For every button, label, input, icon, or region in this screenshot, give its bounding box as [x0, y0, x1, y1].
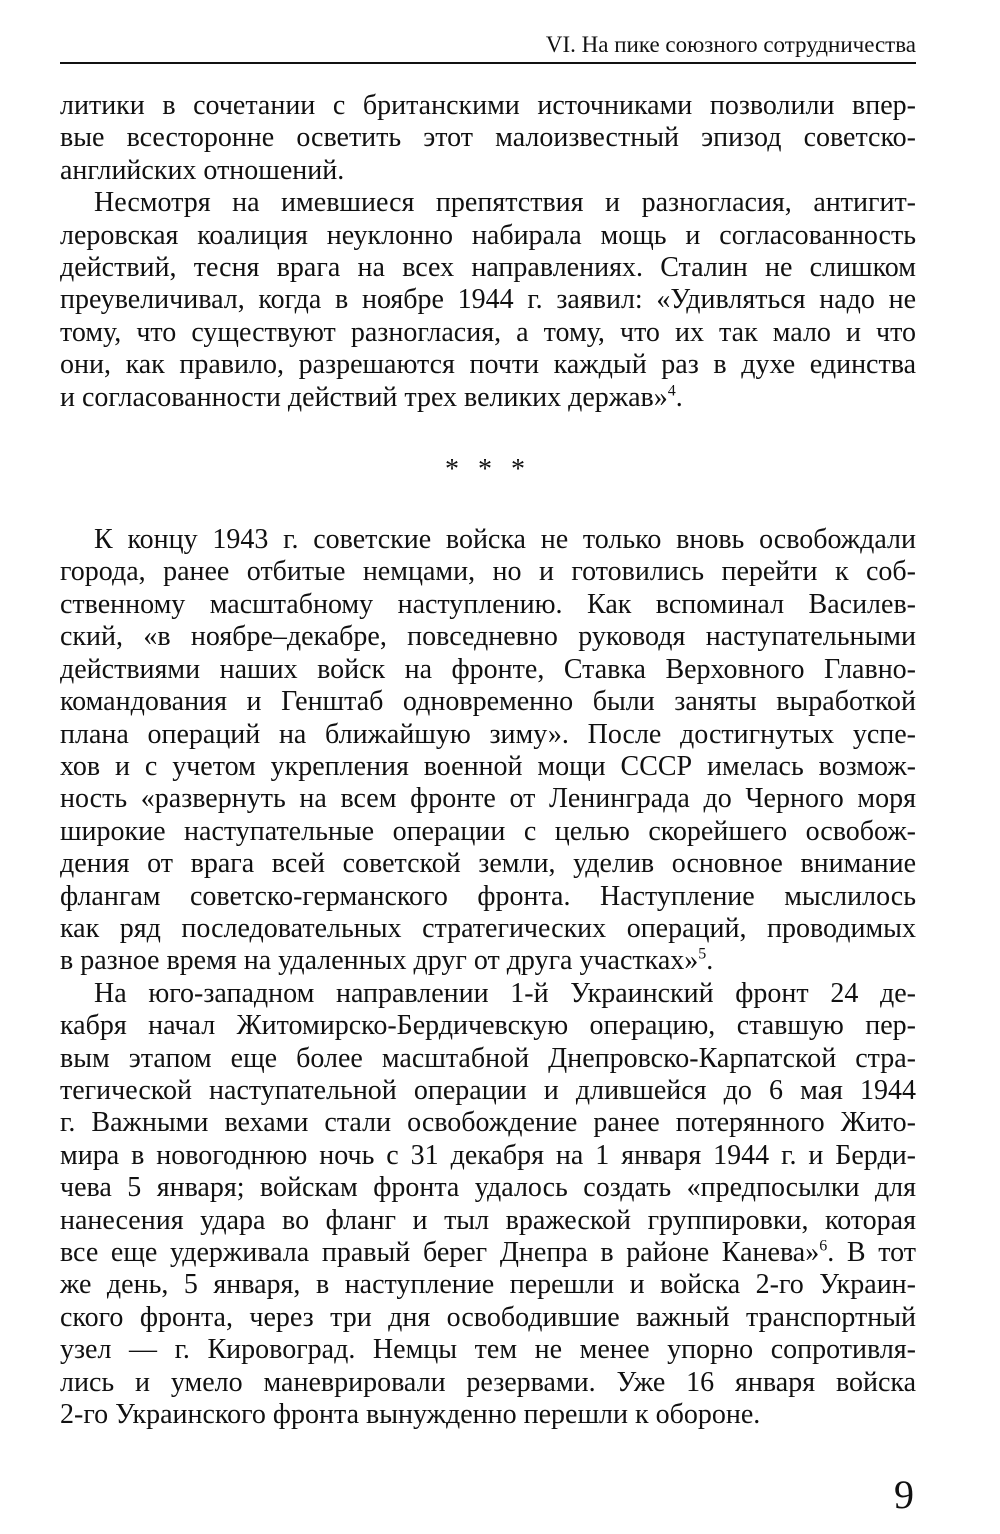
- text-fragment: .: [706, 945, 714, 977]
- text-line: же день, 5 января, в наступление перешли и войска 2-го Украин-: [60, 1269, 916, 1301]
- paragraph-3: [60, 524, 916, 978]
- text-line: действий, тесня врага на всех направлениях. Сталин не слишком: [60, 252, 916, 284]
- running-head: VI. На пике союзного сотрудничества: [60, 30, 916, 64]
- text-line: нанесения удара во фланг и тыл вражеской группировки, которая: [60, 1204, 916, 1236]
- text-line: [60, 1237, 916, 1269]
- text-line: командования и Генштаб одновременно были заняты выработкой: [60, 686, 916, 718]
- text-line: вым этапом еще более масштабной Днепровско-Карпатской стра-: [60, 1042, 916, 1074]
- text-line: узел — г. Кировоград. Немцы тем не менее упорно сопротивля-: [60, 1334, 916, 1366]
- text-line: как ряд последовательных стратегических операций, проводимых: [60, 912, 916, 944]
- text-line: хов и с учетом укрепления военной мощи СССР имелась возмож-: [60, 750, 916, 782]
- text-line: флангам советско-германского фронта. Наступление мыслилось: [60, 880, 916, 912]
- section-separator: * * *: [445, 454, 531, 486]
- text-fragment: и согласованности действий трех великих держав»: [60, 381, 668, 413]
- text-line: вые всесторонне осветить этот малоизвестный эпизод советско-: [60, 122, 916, 154]
- text-line: г. Важными вехами стали освобождение ранее потерянного Жито-: [60, 1107, 916, 1139]
- text-line: ский, «в ноябре–декабре, повседневно руководя наступательными: [60, 621, 916, 653]
- text-line: английских отношений.: [60, 154, 345, 186]
- text-line: лись и умело маневрировали резервами. Уже 16 января войска: [60, 1366, 916, 1398]
- text-fragment: в разное время на удаленных друг от друга участках»: [60, 945, 699, 977]
- text-line: города, ранее отбитые немцами, но и готовились перейти к соб-: [60, 556, 916, 588]
- text-line: ственному масштабному наступлению. Как вспоминал Василев-: [60, 588, 916, 620]
- text-line: тому, что существуют разногласия, а тому, что их так мало и что: [60, 316, 916, 348]
- text-fragment: .: [675, 381, 683, 413]
- text-line: 2-го Украинского фронта вынужденно перешли к обороне.: [60, 1399, 761, 1431]
- text-line: дения от врага всей советской земли, уделив основное внимание: [60, 848, 916, 880]
- text-line: широкие наступательные операции с целью скорейшего освобож-: [60, 815, 916, 847]
- text-line: преувеличивал, когда в ноябре 1944 г. заявил: «Удивляться надо не: [60, 284, 916, 316]
- text-line: [60, 945, 916, 977]
- text-line: ность «развернуть на всем фронте от Ленинграда до Черного моря: [60, 783, 916, 815]
- paragraph-2: [60, 187, 916, 414]
- text-line: литики в сочетании с британскими источниками позволили впер-: [60, 90, 916, 121]
- text-line: На юго-западном направлении 1-й Украинский фронт 24 де-: [94, 977, 916, 1009]
- footnote-ref[interactable]: 6: [819, 1237, 828, 1255]
- paragraph-1: [60, 90, 916, 187]
- text-fragment: . В тот: [827, 1237, 916, 1268]
- text-line: К концу 1943 г. советские войска не только вновь освобождали: [94, 524, 916, 556]
- text-line: мира в новогоднюю ночь с 31 декабря на 1 января 1944 г. и Берди-: [60, 1139, 916, 1171]
- footnote-ref[interactable]: 4: [667, 382, 676, 400]
- text-line: они, как правило, разрешаются почти каждый раз в духе единства: [60, 349, 916, 381]
- text-line: действиями наших войск на фронте, Ставка Верховного Главно-: [60, 653, 916, 685]
- text-line: тегической наступательной операции и длившейся до 6 мая 1944: [60, 1074, 916, 1106]
- text-line: чева 5 января; войскам фронта удалось создать «предпосылки для: [60, 1172, 916, 1204]
- text-line: Несмотря на имевшиеся препятствия и разногласия, антигит-: [94, 187, 916, 219]
- paragraph-4: [60, 978, 916, 1432]
- text-fragment: все еще удерживала правый берег Днепра в районе Канева»: [60, 1237, 820, 1268]
- text-line: плана операций на ближайшую зиму». После достигнутых успе-: [60, 718, 916, 750]
- text-line: кабря начал Житомирско-Бердичевскую операцию, ставшую пер-: [60, 1010, 916, 1042]
- text-line: [60, 382, 916, 414]
- text-line: леровская коалиция неуклонно набирала мощь и согласованность: [60, 219, 916, 251]
- page-number: 9: [894, 1472, 914, 1517]
- text-line: ского фронта, через три дня освободившие важный транспортный: [60, 1301, 916, 1333]
- footnote-ref[interactable]: 5: [698, 946, 707, 964]
- body-text: [60, 90, 916, 1431]
